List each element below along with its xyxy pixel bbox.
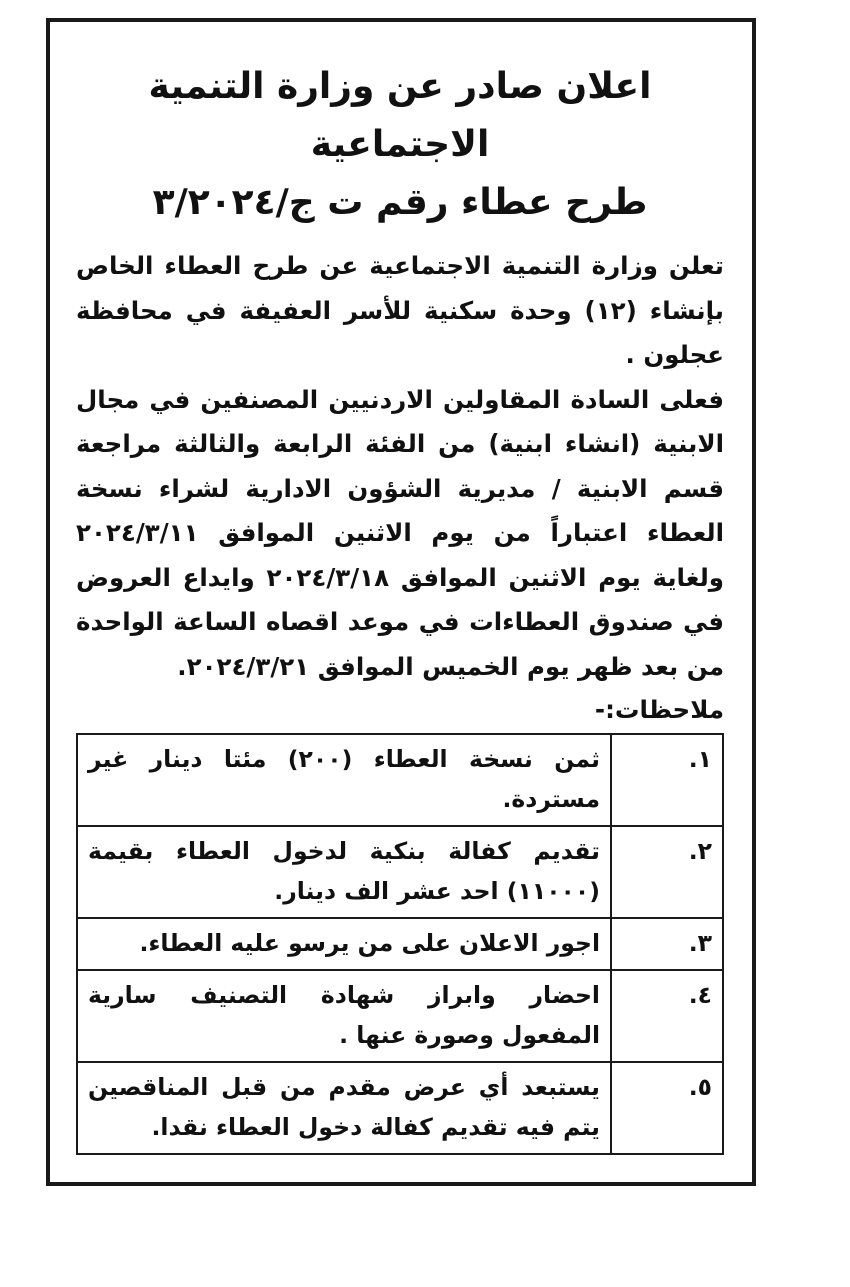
table-row — [77, 734, 723, 826]
note-number: ١. — [611, 734, 723, 826]
announcement-content — [76, 58, 724, 1155]
note-number: ٥. — [611, 1062, 723, 1154]
table-row — [77, 970, 723, 1062]
note-number: ٤. — [611, 970, 723, 1062]
note-text: ثمن نسخة العطاء (٢٠٠) مئتا دينار غير مستردة. — [77, 734, 611, 826]
note-text: اجور الاعلان على من يرسو عليه العطاء. — [77, 918, 611, 970]
table-row — [77, 918, 723, 970]
announcement-title: اعلان صادر عن وزارة التنمية الاجتماعية — [148, 66, 652, 165]
table-row — [77, 826, 723, 918]
table-row — [77, 1062, 723, 1154]
intro-paragraph: تعلن وزارة التنمية الاجتماعية عن طرح العطاء الخاص بإنشاء (١٢) وحدة سكنية للأسر العفيفة في محافظة عجلون . — [76, 251, 724, 369]
notes-table — [76, 733, 724, 1155]
note-number: ٣. — [611, 918, 723, 970]
note-text: تقديم كفالة بنكية لدخول العطاء بقيمة (١١٠٠٠) احد عشر الف دينار. — [77, 826, 611, 918]
note-text: احضار وابراز شهادة التصنيف سارية المفعول وصورة عنها . — [77, 970, 611, 1062]
note-number: ٢. — [611, 826, 723, 918]
notes-heading: ملاحظات:- — [594, 695, 724, 724]
note-text: يستبعد أي عرض مقدم من قبل المناقصين يتم فيه تقديم كفالة دخول العطاء نقدا. — [77, 1062, 611, 1154]
tender-number-title: طرح عطاء رقم ت ج/٣/٢٠٢٤ — [152, 182, 648, 223]
instructions-paragraph: فعلى السادة المقاولين الاردنيين المصنفين في مجال الابنية (انشاء ابنية) من الفئة الرابعة والثالثة مراجعة قسم الابنية / مديرية الشؤون الادارية لشراء نسخة العطاء اعتباراً من يوم الاثنين الموافق ٢٠٢٤/٣/١١ ولغاية يوم الاثنين الموافق ٢٠٢٤/٣/١٨ وايداع العروض في صندوق العطاءات في موعد اقصاه الساعة الواحدة من بعد ظهر يوم الخميس الموافق ٢٠٢٤/٣/٢١. — [76, 384, 724, 681]
announcement-frame — [46, 18, 756, 1186]
